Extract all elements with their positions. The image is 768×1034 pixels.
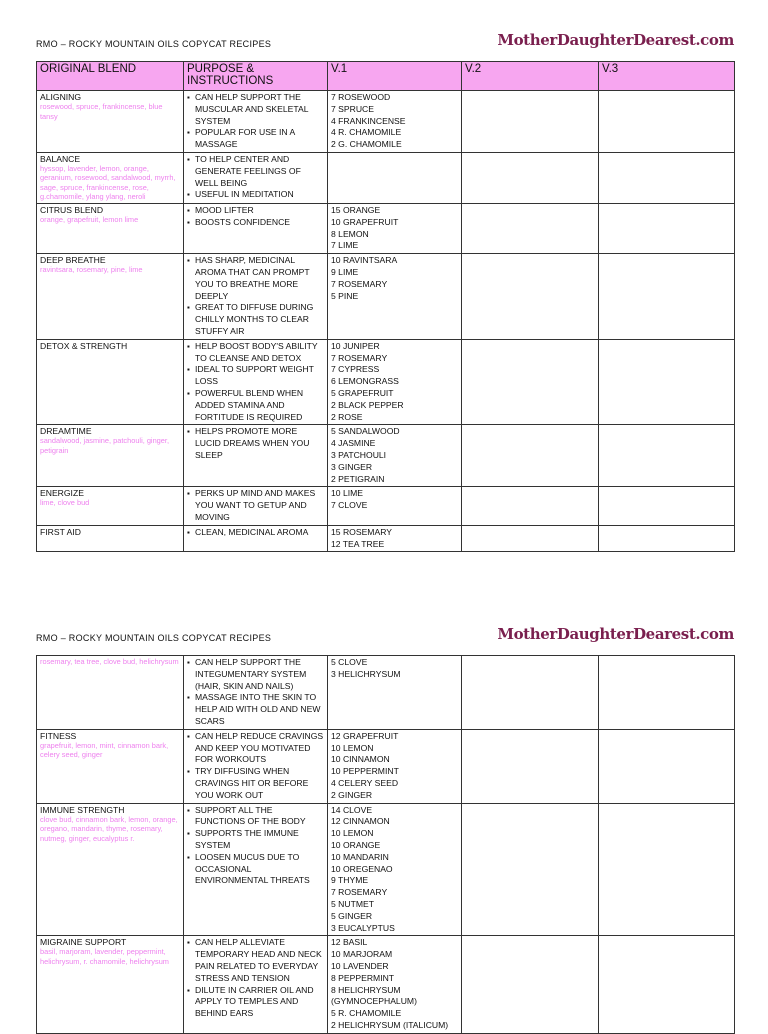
v3-cell: [599, 425, 735, 487]
blend-ingredients: rosewood, spruce, frankincense, blue tansy: [40, 102, 163, 121]
purpose-item: ▪ SUPPORTS THE IMMUNE SYSTEM: [195, 828, 324, 852]
v1-ingredient: 3 HELICHRYSUM: [331, 668, 401, 679]
v2-cell: [462, 152, 599, 203]
purpose-item: ▪ TO HELP CENTER AND GENERATE FEELINGS OF WELL BEING: [195, 154, 324, 189]
blend-ingredients: grapefruit, lemon, mint, cinnamon bark, celery seed, ginger: [40, 740, 169, 760]
v1-cell: [328, 152, 462, 203]
blend-name: ALIGNING: [40, 92, 82, 102]
v1-ingredient: 8 PEPPERMINT: [331, 972, 395, 983]
v1-ingredient: 10 LAVENDER: [331, 960, 389, 971]
v1-cell: [328, 254, 462, 340]
original-blend-cell: [37, 525, 184, 552]
v1-ingredient: 10 ORANGE: [331, 839, 381, 850]
table-row: [37, 525, 735, 552]
v1-ingredient: 7 ROSEMARY: [331, 278, 388, 289]
v1-cell: [328, 487, 462, 525]
v1-ingredient: 10 OREGENAO: [331, 863, 393, 874]
column-header-original-blend: ORIGINAL BLEND: [37, 62, 184, 91]
v1-ingredient: 2 ROSE: [331, 411, 363, 422]
blend-ingredients: rosemary, tea tree, clove bud, helichrysum: [40, 657, 179, 666]
recipe-table-page-2: [36, 655, 735, 1034]
purpose-item: ▪ DILUTE IN CARRIER OIL AND APPLY TO TEMPLES AND BEHIND EARS: [195, 985, 324, 1020]
purpose-list: [187, 426, 324, 461]
original-blend-cell: [37, 254, 184, 340]
v1-ingredient: 7 ROSEWOOD: [331, 92, 391, 102]
table-row: [37, 425, 735, 487]
v1-ingredient: 5 GINGER: [331, 910, 373, 921]
v1-ingredient: 7 CLOVE: [331, 500, 368, 511]
v1-ingredient: 4 R. CHAMOMILE: [331, 127, 402, 138]
v1-cell: [328, 203, 462, 253]
v3-cell: [599, 936, 735, 1033]
purpose-item: ▪ CLEAN, MEDICINAL AROMA: [195, 527, 324, 539]
v1-cell: [328, 425, 462, 487]
original-blend-cell: [37, 203, 184, 253]
v1-cell: [328, 729, 462, 803]
purpose-cell: [184, 339, 328, 425]
v3-cell: [599, 525, 735, 552]
purpose-item: ▪ TRY DIFFUSING WHEN CRAVINGS HIT OR BEFORE YOU WORK OUT: [195, 766, 324, 801]
blend-name: DREAMTIME: [40, 426, 92, 437]
v1-ingredient: 3 GINGER: [331, 461, 373, 472]
purpose-list: [187, 731, 324, 802]
blend-ingredients: ravintsara, rosemary, pine, lime: [40, 265, 143, 275]
purpose-list: [187, 341, 324, 424]
header-title: RMO – ROCKY MOUNTAIN OILS COPYCAT RECIPES: [36, 633, 272, 643]
v1-ingredient: 4 CELERY SEED: [331, 777, 399, 788]
v2-cell: [462, 425, 599, 487]
table-row: [37, 729, 735, 803]
v1-ingredient: 4 JASMINE: [331, 438, 376, 449]
column-header-purpose: PURPOSE & INSTRUCTIONS: [184, 62, 328, 91]
table-row: [37, 487, 735, 525]
v1-ingredient: 5 SANDALWOOD: [331, 426, 400, 437]
v2-cell: [462, 525, 599, 552]
purpose-list: [187, 657, 324, 728]
blend-name: ENERGIZE: [40, 488, 84, 499]
header-title: RMO – ROCKY MOUNTAIN OILS COPYCAT RECIPES: [36, 39, 272, 49]
v2-cell: [462, 729, 599, 803]
v1-ingredient: 2 HELICHRYSUM (ITALICUM): [331, 1019, 449, 1030]
purpose-cell: [184, 656, 328, 730]
purpose-cell: [184, 803, 328, 936]
purpose-item: ▪ GREAT TO DIFFUSE DURING CHILLY MONTHS TO CLEAR STUFFY AIR: [195, 302, 324, 337]
purpose-list: [187, 154, 324, 201]
blend-name: DEEP BREATHE: [40, 255, 106, 266]
v1-ingredient: 3 PATCHOULI: [331, 449, 387, 460]
purpose-item: ▪ CAN HELP SUPPORT THE MUSCULAR AND SKELETAL SYSTEM: [195, 92, 324, 127]
v1-ingredient: 5 PINE: [331, 290, 359, 301]
blend-ingredients: sandalwood, jasmine, patchouli, ginger, petigrain: [40, 436, 170, 455]
blend-ingredients: orange, grapefruit, lemon lime: [40, 214, 139, 224]
v1-ingredient: 7 ROSEMARY: [331, 352, 388, 363]
v1-ingredient: 3 EUCALYPTUS: [331, 922, 395, 933]
purpose-item: ▪ CAN HELP SUPPORT THE INTEGUMENTARY SYSTEM (HAIR, SKIN AND NAILS): [195, 657, 324, 692]
v1-ingredient: 6 LEMONGRASS: [331, 376, 399, 387]
v2-cell: [462, 803, 599, 936]
v1-ingredient: 5 R. CHAMOMILE: [331, 1008, 402, 1019]
v3-cell: [599, 203, 735, 253]
v1-ingredient: 10 LEMON: [331, 828, 374, 839]
original-blend-cell: [37, 152, 184, 203]
v1-ingredient: 12 BASIL: [331, 937, 368, 948]
v1-ingredient: 9 LIME: [331, 266, 359, 277]
blend-name: BALANCE: [40, 153, 81, 164]
purpose-item: ▪ CAN HELP ALLEVIATE TEMPORARY HEAD AND NECK PAIN RELATED TO EVERYDAY STRESS AND TENSION: [195, 937, 324, 984]
purpose-item: ▪ BOOSTS CONFIDENCE: [195, 217, 324, 229]
v2-cell: [462, 656, 599, 730]
column-header-v1: V.1: [328, 62, 462, 91]
purpose-list: [187, 488, 324, 523]
table-row: [37, 656, 735, 730]
v1-ingredient: 12 TEA TREE: [331, 538, 385, 549]
blend-ingredients: lime, clove bud: [40, 498, 90, 508]
v1-ingredient: 2 BLACK PEPPER: [331, 399, 404, 410]
v1-ingredient: 8 LEMON: [331, 228, 369, 239]
purpose-cell: [184, 729, 328, 803]
purpose-cell: [184, 254, 328, 340]
recipe-table-page-1: [36, 61, 735, 552]
original-blend-cell: [37, 936, 184, 1033]
original-blend-cell: [37, 487, 184, 525]
purpose-item: ▪ LOOSEN MUCUS DUE TO OCCASIONAL ENVIRONMENTAL THREATS: [195, 852, 324, 887]
purpose-cell: [184, 152, 328, 203]
v1-ingredient: 15 ROSEMARY: [331, 526, 392, 537]
v1-ingredient: 9 THYME: [331, 875, 369, 886]
purpose-cell: [184, 487, 328, 525]
site-logo[interactable]: MotherDaughterDearest.com: [497, 31, 734, 49]
blend-name: FIRST AID: [40, 526, 81, 537]
v2-cell: [462, 254, 599, 340]
v1-ingredient: 12 CINNAMON: [331, 816, 390, 827]
purpose-list: [187, 937, 324, 1020]
table-row: [37, 339, 735, 425]
v3-cell: [599, 656, 735, 730]
purpose-item: ▪ POPULAR FOR USE IN A MASSAGE: [195, 127, 324, 151]
v1-ingredient: 10 JUNIPER: [331, 340, 380, 351]
purpose-cell: [184, 936, 328, 1033]
v1-ingredient: 10 GRAPEFRUIT: [331, 216, 399, 227]
table-row: [37, 152, 735, 203]
v1-ingredient: 7 SPRUCE: [331, 103, 374, 114]
v2-cell: [462, 487, 599, 525]
table-row: [37, 91, 735, 153]
v1-ingredient: 8 HELICHRYSUM: [331, 984, 401, 995]
purpose-item: ▪ HAS SHARP, MEDICINAL AROMA THAT CAN PROMPT YOU TO BREATHE MORE DEEPLY: [195, 255, 324, 302]
purpose-list: [187, 255, 324, 338]
v1-cell: [328, 936, 462, 1033]
v1-ingredient: 12 GRAPEFRUIT: [331, 730, 399, 741]
purpose-item: ▪ IDEAL TO SUPPORT WEIGHT LOSS: [195, 364, 324, 388]
blend-name: IMMUNE STRENGTH: [40, 804, 125, 815]
purpose-item: ▪ HELPS PROMOTE MORE LUCID DREAMS WHEN YOU SLEEP: [195, 426, 324, 461]
blend-ingredients: clove bud, cinnamon bark, lemon, orange, oregano, mandarin, thyme, rosemary, nutmeg, ginger, eucalyptus r.: [40, 814, 178, 843]
v2-cell: [462, 936, 599, 1033]
purpose-item: ▪ MASSAGE INTO THE SKIN TO HELP AID WITH OLD AND NEW SCARS: [195, 692, 324, 727]
v3-cell: [599, 254, 735, 340]
v1-cell: [328, 803, 462, 936]
table-row: [37, 203, 735, 253]
v3-cell: [599, 152, 735, 203]
purpose-item: ▪ CAN HELP REDUCE CRAVINGS AND KEEP YOU MOTIVATED FOR WORKOUTS: [195, 731, 324, 766]
purpose-list: [187, 805, 324, 888]
purpose-item: ▪ PERKS UP MIND AND MAKES YOU WANT TO GETUP AND MOVING: [195, 488, 324, 523]
purpose-item: ▪ MOOD LIFTER: [195, 205, 324, 217]
purpose-cell: [184, 525, 328, 552]
blend-name: DETOX & STRENGTH: [40, 340, 128, 351]
v1-cell: [328, 339, 462, 425]
table-row: [37, 254, 735, 340]
v1-ingredient: 10 PEPPERMINT: [331, 766, 399, 777]
v3-cell: [599, 339, 735, 425]
table-header-row: [37, 62, 735, 91]
v1-ingredient: 7 ROSEMARY: [331, 887, 388, 898]
purpose-item: ▪ SUPPORT ALL THE FUNCTIONS OF THE BODY: [195, 805, 324, 829]
v1-ingredient: (GYMNOCEPHALUM): [331, 996, 417, 1007]
column-header-v3: V.3: [599, 62, 735, 91]
v1-ingredient: 2 G. CHAMOMILE: [331, 139, 402, 150]
v1-ingredient: 10 CINNAMON: [331, 754, 390, 765]
blend-name: FITNESS: [40, 730, 77, 741]
purpose-cell: [184, 91, 328, 153]
purpose-item: ▪ USEFUL IN MEDITATION: [195, 189, 324, 201]
v3-cell: [599, 803, 735, 936]
v3-cell: [599, 729, 735, 803]
v1-ingredient: 10 LIME: [331, 488, 364, 499]
purpose-item: ▪ HELP BOOST BODY'S ABILITY TO CLEANSE AND DETOX: [195, 341, 324, 365]
v2-cell: [462, 339, 599, 425]
v1-ingredient: 15 ORANGE: [331, 204, 381, 215]
v1-ingredient: 10 MARJORAM: [331, 949, 393, 960]
v2-cell: [462, 91, 599, 153]
v1-ingredient: 4 FRANKINCENSE: [331, 115, 406, 126]
v1-ingredient: 2 PETIGRAIN: [331, 473, 385, 484]
v1-cell: [328, 656, 462, 730]
page-header-1: [36, 31, 734, 49]
v1-ingredient: 7 LIME: [331, 240, 359, 251]
v1-ingredient: 2 GINGER: [331, 789, 373, 800]
original-blend-cell: [37, 656, 184, 730]
original-blend-cell: [37, 91, 184, 153]
original-blend-cell: [37, 339, 184, 425]
v2-cell: [462, 203, 599, 253]
v3-cell: [599, 487, 735, 525]
blend-name: MIGRAINE SUPPORT: [40, 937, 127, 948]
v1-ingredient: 10 LEMON: [331, 742, 374, 753]
column-header-v2: V.2: [462, 62, 599, 91]
purpose-list: [187, 92, 324, 151]
blend-ingredients: basil, marjoram, lavender, peppermint, helichrysum, r. chamomile, helichrysum: [40, 947, 169, 966]
v1-cell: [328, 91, 462, 153]
v1-ingredient: 7 CYPRESS: [331, 364, 380, 375]
v1-ingredient: 5 GRAPEFRUIT: [331, 387, 394, 398]
v1-cell: [328, 525, 462, 552]
purpose-list: [187, 527, 324, 539]
site-logo[interactable]: MotherDaughterDearest.com: [497, 625, 734, 643]
v1-ingredient: 5 CLOVE: [331, 657, 368, 667]
blend-ingredients: hyssop, lavender, lemon, orange, geranium, rosewood, sandalwood, myrrh, sage, spruce, frankincense, rose, g.chamomile, ylang ylang, neroli: [40, 163, 176, 202]
table-row: [37, 936, 735, 1033]
purpose-list: [187, 205, 324, 229]
v1-ingredient: 10 RAVINTSARA: [331, 255, 398, 266]
original-blend-cell: [37, 425, 184, 487]
blend-name: CITRUS BLEND: [40, 204, 104, 215]
v1-ingredient: 10 MANDARIN: [331, 851, 389, 862]
v1-ingredient: 14 CLOVE: [331, 804, 373, 815]
v1-ingredient: 5 NUTMET: [331, 898, 374, 909]
page-header-2: [36, 625, 734, 643]
v3-cell: [599, 91, 735, 153]
original-blend-cell: [37, 803, 184, 936]
purpose-item: ▪ POWERFUL BLEND WHEN ADDED STAMINA AND FORTITUDE IS REQUIRED: [195, 388, 324, 423]
table-row: [37, 803, 735, 936]
purpose-cell: [184, 203, 328, 253]
purpose-cell: [184, 425, 328, 487]
original-blend-cell: [37, 729, 184, 803]
